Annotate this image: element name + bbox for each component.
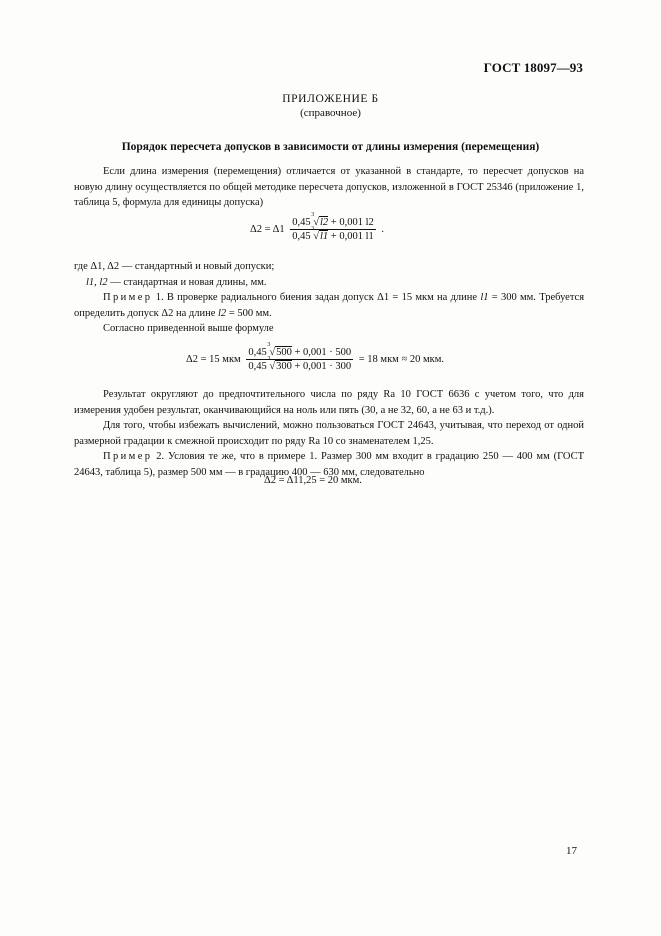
cube-root: 3 √300 [267,356,292,372]
formula-example2: Δ2 = Δ11,25 = 20 мкм. [264,475,362,486]
formula-general-numerator [290,212,376,230]
formula-general-denominator [290,226,376,242]
root-index: 3 [267,356,271,362]
symbol-delta2: Δ2 [107,261,120,272]
num-coef: 0,45 [292,217,311,228]
example1-paragraph [74,290,584,321]
symbol-l2: l2 [218,307,227,319]
symbol-delta1: Δ1 [90,261,103,272]
standard-code: ГОСТ 18097—93 [483,60,583,75]
example2-text: 2. Условия те же, что в примере 1. Размер 300 мм входит в градацию 250 — 400 мм (ГОСТ 24643, таблица 5), размер 500 мм — в градацию 400 — 630 мм, следовательно [74,451,585,478]
example1-text-e: = 500 мм. [228,307,272,319]
symbol-l2: l2 [99,277,108,288]
symbol-delta1: Δ1 [377,292,390,303]
where-l-line [86,275,267,291]
page-number: 17 [566,845,577,857]
root-index: 3 [311,212,315,218]
symbol-delta2: Δ2 [161,307,174,319]
formula-end: . [381,223,385,235]
avoid-paragraph: Для того, чтобы избежать вычислений, можно пользоваться ГОСТ 24643, учитывая, что переход от одной размерной градации к смежной происходит по ряду Ra 10 со знаменателем 1,25. [74,420,584,447]
cube-root: 3 √l1 [311,226,329,242]
example1-text-a: 1. В проверке радиального биения задан допуск [155,292,374,303]
formula-example1-fraction [246,342,353,372]
appendix-title: ПРИЛОЖЕНИЕ Б [282,93,379,105]
formula-example1 [186,342,444,372]
where-prefix: где [74,261,88,272]
example1-text-b: = 15 мкм на длине [392,292,478,303]
appendix-title-block [0,92,661,120]
intro-paragraph: Если длина измерения (перемещения) отличается от указанной в стандарте, то пересчет допусков на новую длину осуществляется по общей методике пересчета допусков, изложенной в ГОСТ 25346 (приложение 1, таблица 5, формула для единицы допуска) [74,166,584,208]
den-coef: 0,45 [292,231,311,242]
cube-root: 3 √500 [267,342,292,358]
where-l-text: — стандартная и новая длины, мм. [110,277,267,288]
formula-general [250,212,385,242]
root-index: 3 [311,226,315,232]
symbol-comma: , [94,277,97,288]
according-line: Согласно приведенной выше формуле [103,323,274,334]
radicand: 500 [276,347,292,358]
formula-example1-rhs: = 18 мкм ≈ 20 мкм. [358,353,444,365]
root-index: 3 [267,342,271,348]
appendix-subtitle: (справочное) [300,107,361,119]
formula-example1-numerator [246,342,353,360]
formula-general-lhs: Δ2 = Δ1 [250,223,285,235]
example-label: Пример [103,292,153,303]
rounding-paragraph: Результат округляют до предпочтительного числа по ряду Ra 10 ГОСТ 6636 с учетом того, что для измерения удобен результат, оканчивающийся на ноль или пять (30, а не 32, 60, а не 63 и т.д.). [74,389,584,416]
example1-text-d: на длине [176,307,216,319]
symbol-l1: l1 [480,292,489,303]
example-label: Пример [103,451,153,462]
den-tail: + 0,001 l1 [330,231,374,242]
cube-root: 3 √l2 [311,212,329,228]
example1-text-c: = 300 мм. Требуется определить допуск [74,292,585,319]
radicand: l2 [320,217,329,228]
where-delta-line [74,259,274,275]
radicand: l1 [320,231,329,242]
formula-example1-lhs: Δ2 = 15 мкм [186,353,241,365]
den-coef: 0,45 [248,361,267,372]
symbol-l1: l1 [86,277,95,288]
num-tail: + 0,001 l2 [330,217,374,228]
formula-general-fraction [290,212,376,242]
den-tail: + 0,001 · 300 [294,361,352,372]
num-tail: + 0,001 · 500 [294,347,352,358]
num-coef: 0,45 [248,347,267,358]
section-heading: Порядок пересчета допусков в зависимости от длины измерения (перемещения) [121,141,540,153]
radicand: 300 [276,361,292,372]
formula-example1-denominator [246,356,353,372]
symbol-comma: , [102,261,106,272]
where-delta-text: — стандартный и новый допуски; [121,261,275,272]
